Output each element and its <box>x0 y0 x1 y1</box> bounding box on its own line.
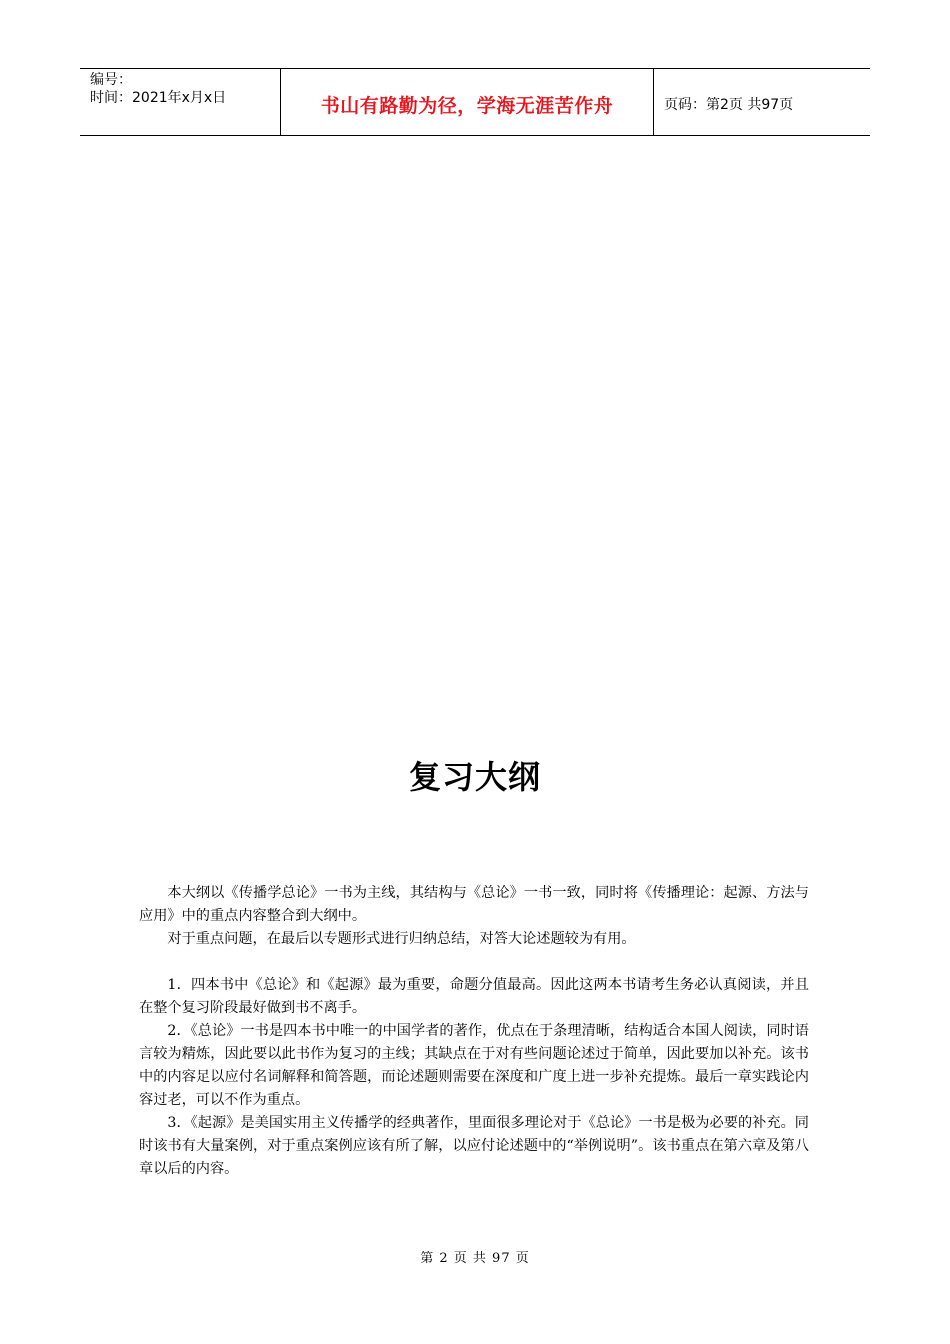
point-3-paragraph: 3．《起源》是美国实用主义传播学的经典著作，里面很多理论对于《总论》一书是极为必要的补充。同时该书有大量案例，对于重点案例应该有所了解，以应付论述题中的“举例说明”。该书重点在第六章及第八章以后的内容。 <box>139 1115 809 1177</box>
header-page-info: 页码：第2页 共97页 <box>664 97 794 113</box>
header-meta-cell <box>80 69 281 135</box>
point-1-paragraph: 1．四本书中《总论》和《起源》最为重要，命题分值最高。因此这两本书请考生务必认真阅读，并且在整个复习阶段最好做到书不离手。 <box>139 977 809 1016</box>
intro-note-paragraph: 对于重点问题，在最后以专题形式进行归纳总结，对答大论述题较为有用。 <box>167 931 636 947</box>
document-body <box>139 882 809 1181</box>
paragraph-spacer <box>139 951 809 974</box>
page-footer: 第 2 页 共 97 页 <box>420 1251 530 1266</box>
serial-number-label: 编号： <box>90 72 132 88</box>
date-label: 时间：2021年x月x日 <box>90 90 227 106</box>
header-motto: 书山有路勤为径，学海无涯苦作舟 <box>281 69 654 135</box>
document-header <box>80 68 870 136</box>
document-title: 复习大纲 <box>408 758 541 796</box>
intro-paragraph: 本大纲以《传播学总论》一书为主线，其结构与《总论》一书一致，同时将《传播理论：起源、方法与应用》中的重点内容整合到大纲中。 <box>139 885 809 924</box>
point-2-paragraph: 2．《总论》一书是四本书中唯一的中国学者的著作，优点在于条理清晰，结构适合本国人阅读，同时语言较为精炼，因此要以此书作为复习的主线；其缺点在于对有些问题论述过于简单，因此要加以补充。该书中的内容足以应付名词解释和简答题，而论述题则需要在深度和广度上进一步补充提炼。最后一章实践论内容过老，可以不作为重点。 <box>139 1023 809 1108</box>
